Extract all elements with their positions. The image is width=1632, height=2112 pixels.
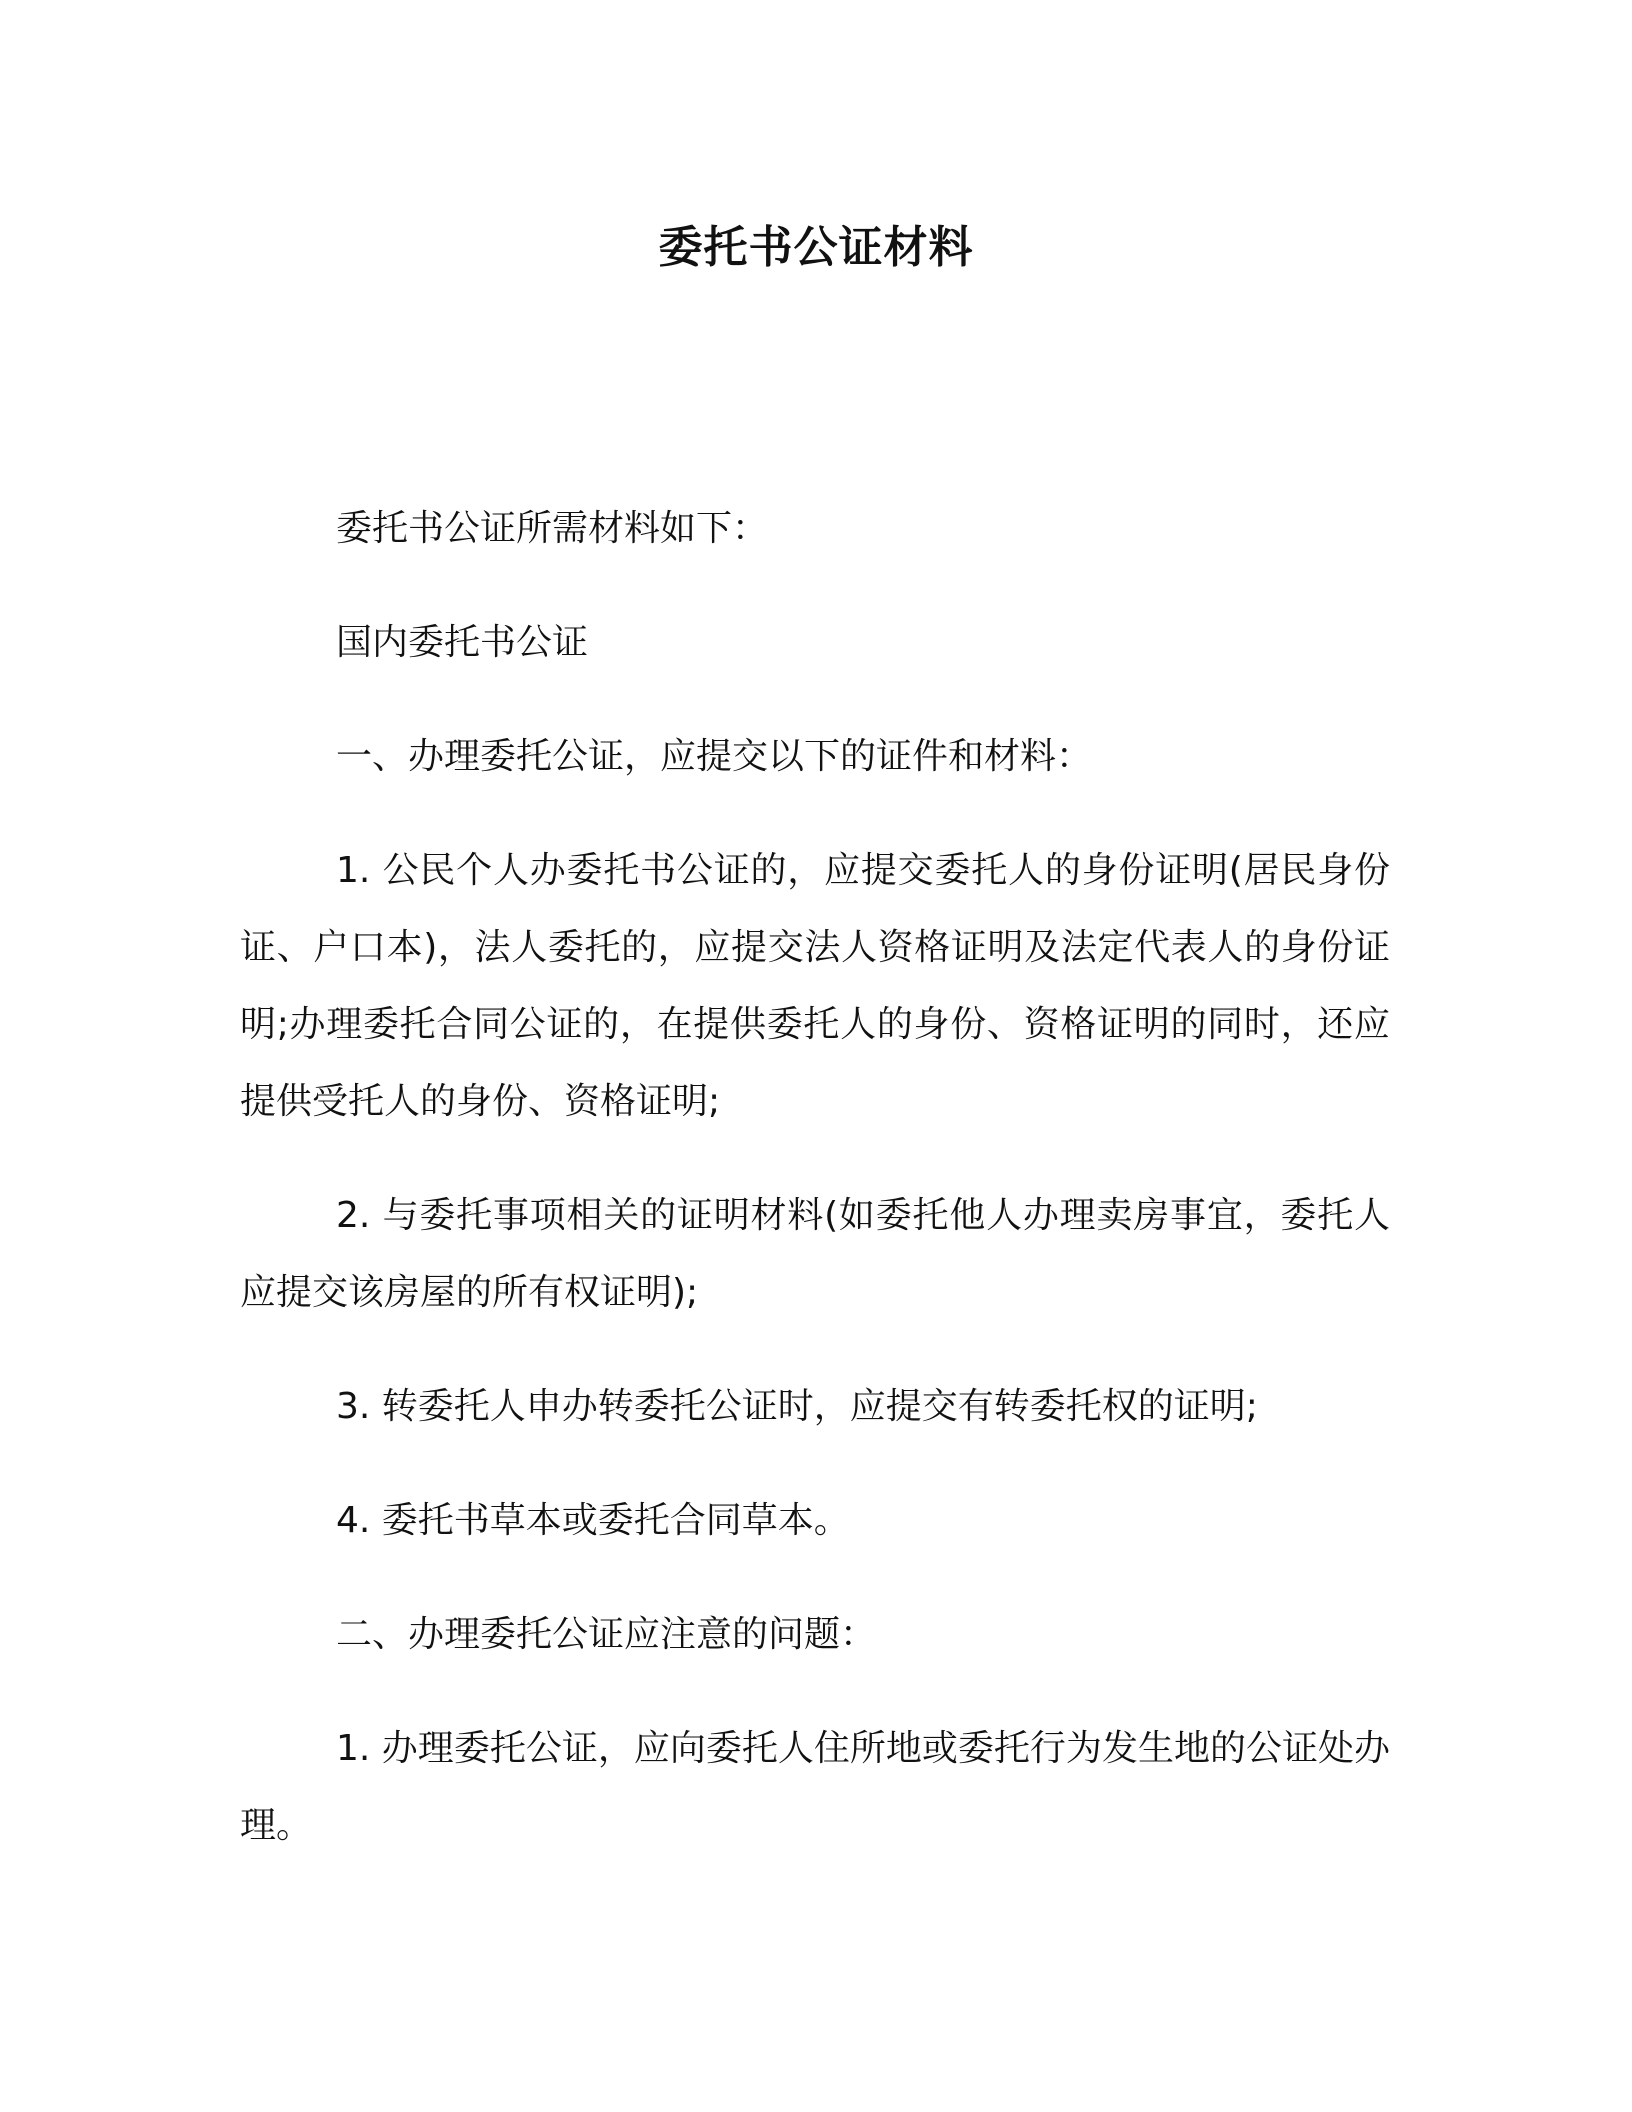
- section-two-item-1: 1. 办理委托公证，应向委托人住所地或委托行为发生地的公证处办理。: [240, 1728, 1390, 1846]
- document-body: [240, 490, 1390, 1901]
- section-two-heading: 二、办理委托公证应注意的问题：: [336, 1614, 877, 1655]
- section-one-item-3: 3. 转委托人申办转委托公证时，应提交有转委托权的证明;: [336, 1386, 1258, 1427]
- section-one-item-1: 1. 公民个人办委托书公证的，应提交委托人的身份证明(居民身份证、户口本)，法人委托的，应提交法人资格证明及法定代表人的身份证明;办理委托合同公证的，在提供委托人的身份、资格证明的同时，还应提供受托人的身份、资格证明;: [240, 850, 1390, 1122]
- section-one-item-2: 2. 与委托事项相关的证明材料(如委托他人办理卖房事宜，委托人应提交该房屋的所有权证明);: [240, 1195, 1390, 1313]
- document-title: 委托书公证材料: [658, 222, 974, 273]
- paragraph-domestic-heading: 国内委托书公证: [336, 622, 589, 663]
- paragraph-intro: 委托书公证所需材料如下：: [336, 508, 769, 549]
- section-one-heading: 一、办理委托公证，应提交以下的证件和材料：: [336, 736, 1093, 777]
- section-one-item-4: 4. 委托书草本或委托合同草本。: [336, 1500, 850, 1541]
